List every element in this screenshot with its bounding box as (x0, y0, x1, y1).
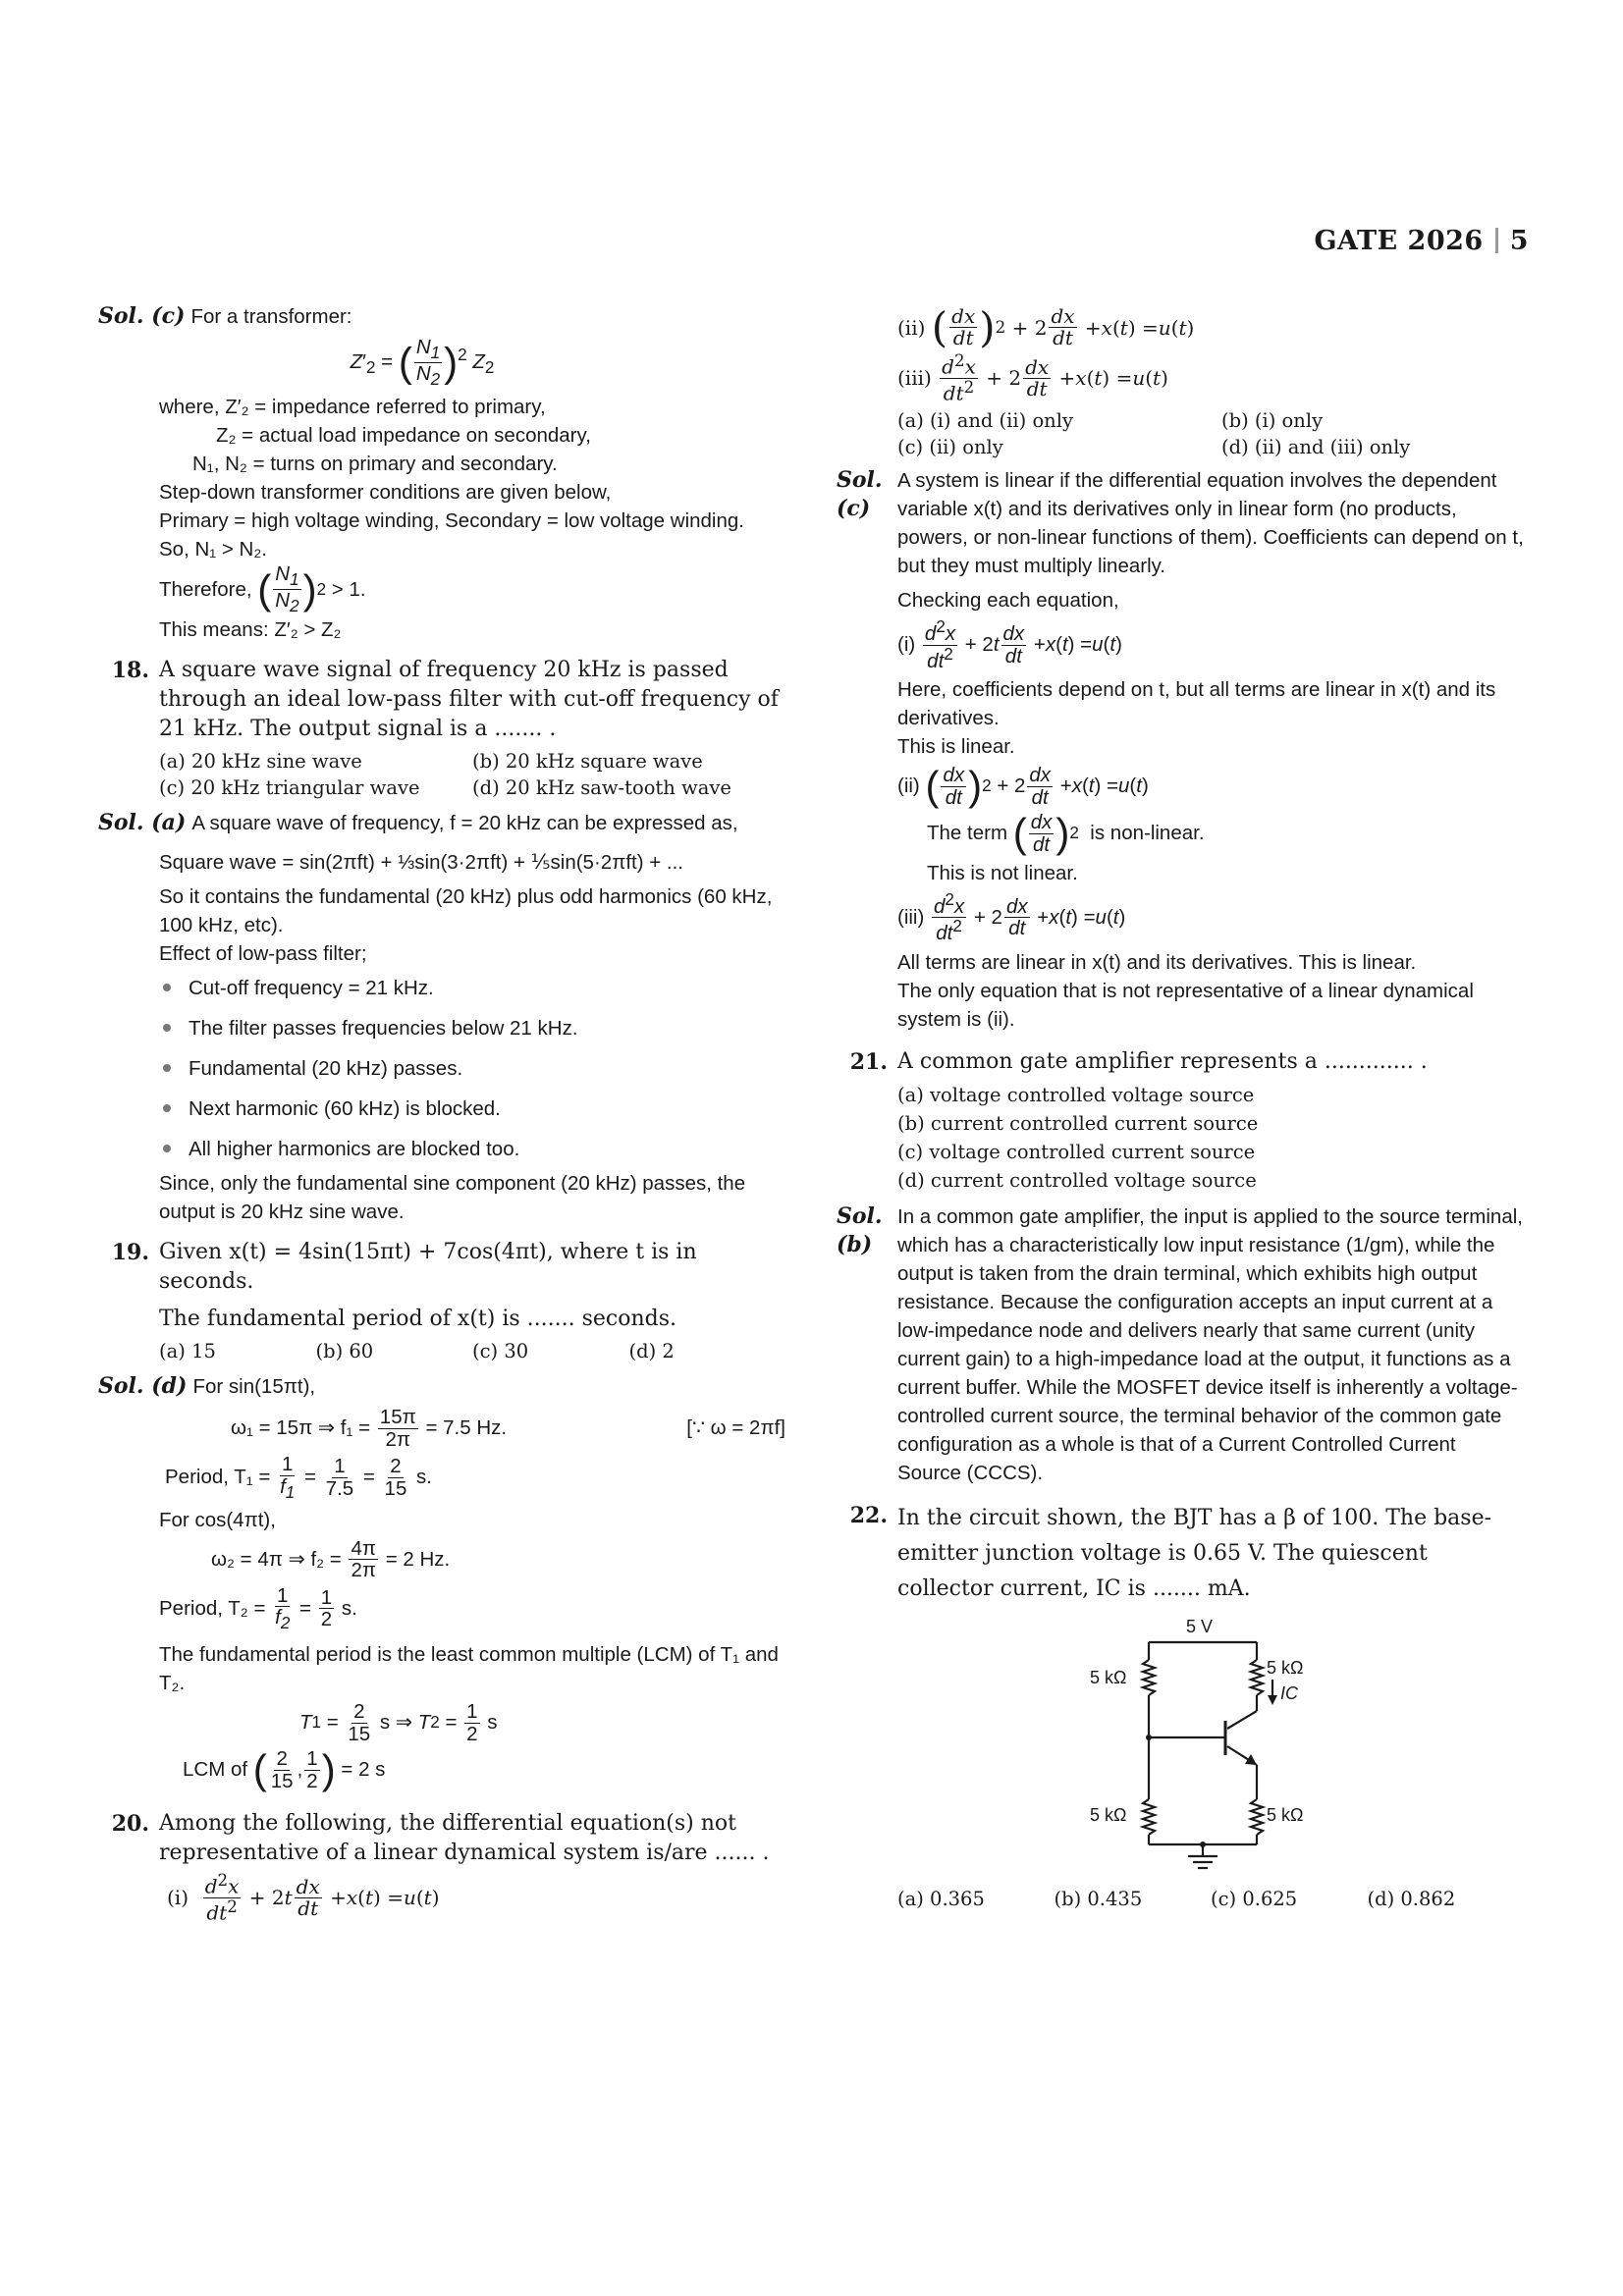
equation-i: (i) $\frac{d^2x}{dt^2}$ + 2 t $\frac{dx}{dt}$ + x ( t ) = u ( t ) (167, 1871, 440, 1925)
question-21 (837, 1047, 1524, 1077)
resistor-rc (1251, 1660, 1263, 1695)
solution-18 (98, 809, 785, 837)
page-header (1314, 226, 1529, 257)
question-text: A square wave signal of frequency 20 kHz is passed through an ideal low-pass filter with cut-off frequency of 21 kHz. The output signal is a ....... . (159, 658, 779, 742)
since-text: Since, only the fundamental sine component (20 kHz) passes, the output is 20 kHz sine wave. (159, 1172, 746, 1224)
omega2-equation: ω₂ = 4π ⇒ f₂ = $\frac{4\pi}{2\pi}$ = 2 Hz. (211, 1536, 451, 1582)
checking-text: Checking each equation, (897, 589, 1119, 613)
bullet-item (98, 1089, 785, 1129)
solution-intro: A square wave of frequency, f = 20 kHz can be expressed as, (191, 812, 738, 835)
solution-label: Sol. (c) (837, 467, 883, 522)
question-text: In the circuit shown, the BJT has a β of 100. The base-emitter junction voltage is 0.65 V. The quiescent collector current, IC is ....... mA. (897, 1505, 1492, 1601)
question-22-options (837, 1886, 1524, 1912)
ic-label: IC (1280, 1682, 1298, 1703)
solution-intro: For a transformer: (190, 305, 352, 328)
solution-21 (837, 1202, 1524, 1487)
solution-intro: A system is linear if the differential equation involves the dependent variable x(t) and its derivatives only in linear form (no products, powers, or non-linear functions of them). Coefficients can depend on t, but they must multiply linearly. (897, 469, 1524, 578)
question-19 (98, 1238, 785, 1334)
question-20 (98, 1809, 785, 1868)
lcm-equation: LCM of ( $\frac{2}{15}$ , $\frac{1}{2}$ ) = 2 s (183, 1746, 386, 1793)
square-wave-equation: Square wave = sin(2πft) + ⅓sin(3·2πft) + ⅕sin(5·2πft) + ... (159, 851, 684, 875)
left-column (98, 302, 785, 1928)
lcm-answer: = 2 s (341, 1758, 386, 1782)
resistor-r2 (1143, 1799, 1155, 1835)
bullet-item (98, 1008, 785, 1048)
option-d: (d) 20 kHz saw-tooth wave (472, 776, 731, 800)
option-d: (d) current controlled voltage source (897, 1168, 1257, 1192)
omega2-result: = 2 Hz. (385, 1547, 451, 1571)
definition-z2: Z₂ = actual load impedance on secondary, (216, 424, 591, 448)
solution-label: Sol. (d) (98, 1373, 188, 1400)
omega1-result: = 7.5 Hz. (425, 1416, 508, 1440)
omega1-label: ω₁ = 15π ⇒ f₁ = (231, 1416, 371, 1440)
option-a: (a) 0.365 (897, 1887, 985, 1910)
question-19-options (98, 1338, 785, 1364)
definition-z2prime: where, Z′₂ = impedance referred to primary, (159, 396, 546, 419)
bullet-icon (163, 984, 171, 991)
question-line-2: The fundamental period of x(t) is ....... seconds. (159, 1307, 677, 1332)
here-text: Here, coefficients depend on t, but all terms are linear in x(t) and its derivatives. (897, 678, 1496, 729)
page-number: 5 (1509, 226, 1529, 256)
bullet-item (98, 968, 785, 1008)
question-text (159, 1238, 785, 1334)
windings-text: Primary = high voltage winding, Secondary = low voltage winding. (159, 509, 744, 533)
stepdown-text: Step-down transformer conditions are given below, (159, 481, 612, 505)
bullet-icon (163, 1024, 171, 1032)
question-text: Among the following, the differential equation(s) not representative of a linear dynamical system is/are ...... . (159, 1811, 770, 1866)
omega2-label: ω₂ = 4π ⇒ f₂ = (211, 1547, 342, 1571)
question-number: 19. (111, 1240, 149, 1266)
option-b: (b) 60 (315, 1340, 374, 1363)
equation-iii: (iii) $\frac{d^2x}{dt^2}$ + 2 $\frac{dx}{dt}$ + x ( t ) = u ( t ) (897, 351, 1168, 405)
bullet-text: Next harmonic (60 kHz) is blocked. (189, 1097, 501, 1121)
check-equation-i: (i) $\frac{d^2x}{dt^2}$ + 2 t $\frac{dx}{dt}$ + x ( t ) = u ( t ) (897, 617, 1122, 672)
re-label: 5 kΩ (1267, 1804, 1304, 1825)
option-a: (a) 20 kHz sine wave (159, 750, 362, 774)
gt-one: > 1. (331, 578, 366, 602)
definition-turns: N₁, N₂ = turns on primary and secondary. (192, 453, 558, 476)
option-d: (d) 2 (628, 1340, 675, 1363)
option-c: (c) 0.625 (1211, 1887, 1298, 1910)
right-column (837, 302, 1524, 1912)
conclusion-text: The only equation that is not representative of a linear dynamical system is (ii). (897, 979, 1474, 1031)
option-d: (d) 0.862 (1367, 1887, 1456, 1910)
solution-20 (837, 466, 1524, 580)
period2-label: Period, T₂ = (159, 1596, 266, 1620)
effect-text: Effect of low-pass filter; (159, 942, 367, 966)
option-a: (a) (i) and (ii) only (897, 409, 1073, 433)
r1-label: 5 kΩ (1090, 1667, 1127, 1687)
question-20-options (837, 407, 1524, 460)
linear-text-1: This is linear. (897, 735, 1015, 758)
bullet-text: Cut-off frequency = 21 kHz. (189, 977, 434, 1000)
option-b: (b) current controlled current source (897, 1111, 1259, 1135)
header-divider (1495, 228, 1498, 253)
r2-label: 5 kΩ (1090, 1804, 1127, 1825)
solution-text: In a common gate amplifier, the input is applied to the source terminal, which has a characteristically low input resistance (1/gm), while the output is taken from the drain terminal, which exhibits high output resistance. Because the configuration accepts an input current at a low-impedance node and delivers nearly that same current (unity current gain) to a high-impedance load at the output, it functions as a current buffer. While the MOSFET device itself is inherently a voltage-controlled current source, the terminal behavior of the common gate configuration as a whole is that of a Current Controlled Current Source (CCCS). (897, 1204, 1523, 1484)
question-22 (837, 1501, 1524, 1607)
term-label: The term (927, 822, 1008, 845)
lcm-label: LCM of (183, 1758, 248, 1782)
current-arrow-icon (1268, 1695, 1277, 1705)
bullet-icon (163, 1064, 171, 1072)
so-text: So, N₁ > N₂. (159, 538, 268, 561)
bullet-item (98, 1048, 785, 1089)
bjt-collector (1227, 1711, 1257, 1729)
lcm-text: The fundamental period is the least common multiple (LCM) of T₁ and T₂. (159, 1643, 779, 1695)
equation-impedance: $Z'_2$ = ( $\frac{N_1}{N_2}$ )$^2$ $Z_2$ (350, 336, 495, 390)
option-b: (b) 20 kHz square wave (472, 750, 703, 774)
question-21-options (837, 1081, 1524, 1195)
question-18 (98, 656, 785, 744)
for-cos-text: For cos(4πt), (159, 1508, 276, 1531)
question-number: 22. (849, 1502, 888, 1528)
bullet-item (98, 1129, 785, 1169)
option-c: (c) 30 (472, 1340, 529, 1363)
not-linear-text: This is not linear. (927, 862, 1078, 885)
question-number: 18. (111, 658, 149, 684)
solution-17 (98, 302, 785, 331)
bullet-text: All higher harmonics are blocked too. (189, 1138, 520, 1161)
omega1-equation: ω₁ = 15π ⇒ f₁ = $\frac{15\pi}{2\pi}$ = 7.5 Hz. [∵ ω = 2πf] (231, 1406, 785, 1451)
period1-label: Period, T₁ = (165, 1466, 271, 1489)
therefore-equation: Therefore, ( $\frac{N_1}{N_2}$ ) 2 > 1. (159, 562, 366, 616)
solution-label: Sol. (c) (98, 303, 186, 329)
period1-equation: Period, T₁ = $\frac{1}{f_1}$ = $\frac{1}{7.5}$ = $\frac{2}{15}$ s. (165, 1453, 433, 1502)
bullet-icon (163, 1145, 171, 1152)
option-a: (a) 15 (159, 1340, 216, 1363)
nonlinear-text: is non-linear. (1090, 822, 1205, 845)
book-title: GATE 2026 (1314, 226, 1484, 256)
option-c: (c) voltage controlled current source (897, 1140, 1256, 1163)
question-number: 20. (111, 1811, 149, 1838)
resistor-re (1251, 1799, 1263, 1835)
contains-text: So it contains the fundamental (20 kHz) plus odd harmonics (60 kHz, 100 kHz, etc). (159, 885, 773, 937)
solution-label: Sol. (a) (98, 810, 187, 836)
question-line-1: Given x(t) = 4sin(15πt) + 7cos(4πt), where t is in seconds. (159, 1240, 697, 1295)
option-b: (b) (i) only (1221, 409, 1324, 433)
question-18-options (98, 748, 785, 801)
bullet-text: The filter passes frequencies below 21 kHz. (189, 1017, 578, 1041)
omega-relation: [∵ ω = 2πf] (686, 1416, 785, 1440)
period2-equation: Period, T₂ = $\frac{1}{f_2}$ = $\frac{1}{2}$ s. (159, 1583, 357, 1633)
check-equation-iii: (iii) $\frac{d^2x}{dt^2}$ + 2 $\frac{dx}{dt}$ + x ( t ) = u ( t ) (897, 890, 1126, 945)
option-c: (c) 20 kHz triangular wave (159, 776, 420, 800)
all-terms-text: All terms are linear in x(t) and its derivatives. This is linear. (897, 950, 1417, 974)
term-nonlinear: The term ( $\frac{dx}{dt}$ ) 2 is non-linear. (927, 810, 1205, 857)
supply-label: 5 V (1186, 1616, 1214, 1636)
question-number: 21. (849, 1048, 888, 1075)
bullet-icon (163, 1104, 171, 1112)
resistor-r1 (1143, 1660, 1155, 1695)
check-equation-ii: (ii) ( $\frac{dx}{dt}$ ) 2 + 2 $\frac{dx}{dt}$ + x ( t ) = u ( t ) (897, 763, 1149, 810)
means-text: This means: Z′₂ > Z₂ (159, 618, 342, 642)
option-b: (b) 0.435 (1054, 1887, 1143, 1910)
bjt-circuit-diagram (1090, 1613, 1325, 1878)
rc-label: 5 kΩ (1267, 1657, 1304, 1678)
bullet-text: Fundamental (20 kHz) passes. (189, 1057, 463, 1081)
solution-label: Sol. (b) (837, 1202, 883, 1257)
for-sin-text: For sin(15πt), (192, 1375, 316, 1399)
option-c: (c) (ii) only (897, 436, 1003, 459)
t1-t2-equation: T 1 = $\frac{2}{15}$ s ⇒ T 2 = $\frac{1}{2}$ s (299, 1700, 498, 1745)
question-text: A common gate amplifier represents a ............. . (897, 1048, 1428, 1074)
option-a: (a) voltage controlled voltage source (897, 1083, 1255, 1106)
therefore-label: Therefore, (159, 578, 252, 602)
option-d: (d) (ii) and (iii) only (1221, 436, 1411, 459)
solution-19 (98, 1372, 785, 1401)
equation-ii: (ii) ( $\frac{dx}{dt}$ ) 2 + 2 $\frac{dx}{dt}$ + x ( t ) = u ( t ) (897, 302, 1195, 351)
